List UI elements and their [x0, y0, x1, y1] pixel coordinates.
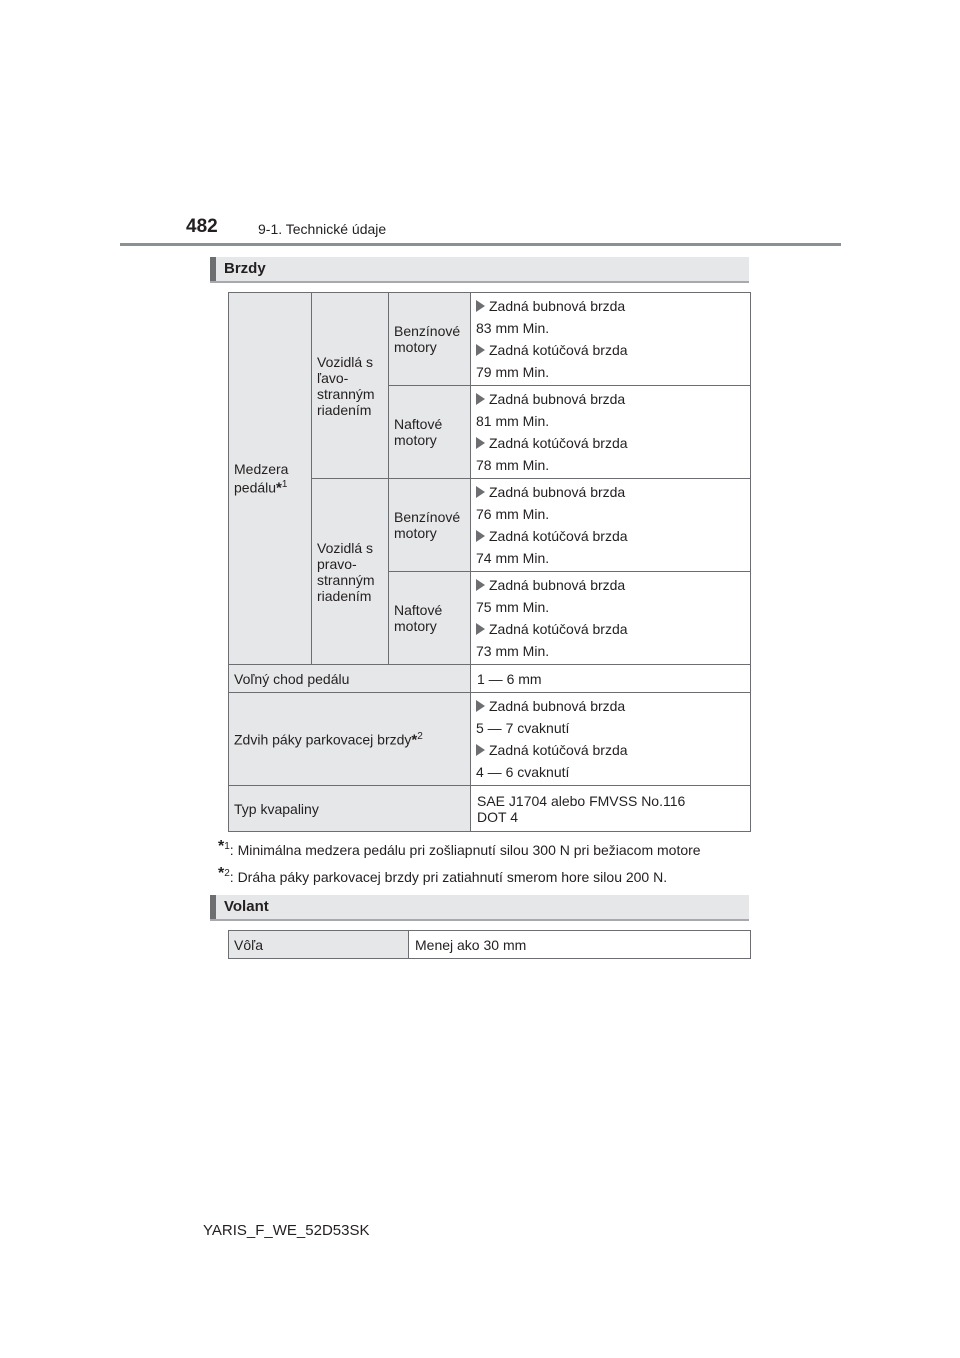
table-row — [229, 786, 751, 832]
triangle-bullet-icon — [476, 744, 485, 756]
fluid-spec-line: SAE J1704 alebo FMVSS No.116 — [477, 792, 686, 809]
footnote-mark: 2 — [224, 868, 230, 879]
fluid-spec-line: DOT 4 — [477, 808, 518, 825]
option-value: 79 mm Min. — [476, 364, 550, 380]
option-item — [476, 342, 745, 358]
option-item — [476, 528, 745, 544]
table-row — [229, 693, 751, 786]
option-item — [476, 391, 745, 407]
option-label: Zadná bubnová brzda — [489, 298, 626, 314]
value-cell — [471, 572, 751, 665]
option-value: 5 — 7 cvaknutí — [476, 720, 570, 736]
triangle-bullet-icon — [476, 623, 485, 635]
option-label: Zadná bubnová brzda — [489, 391, 626, 407]
triangle-bullet-icon — [476, 579, 485, 591]
triangle-bullet-icon — [476, 530, 485, 542]
footnote-2 — [218, 865, 667, 886]
parking-brake-label-cell — [229, 693, 471, 786]
option-item — [476, 298, 745, 314]
option-label: Zadná bubnová brzda — [489, 577, 626, 593]
engine-label: Naftové motory — [389, 386, 471, 479]
option-item — [476, 484, 745, 500]
option-value: 81 mm Min. — [476, 413, 550, 429]
footnote-mark: 1 — [281, 478, 288, 490]
document-code: YARIS_F_WE_52D53SK — [203, 1222, 370, 1239]
option-value: 74 mm Min. — [476, 550, 550, 566]
option-value: 4 — 6 cvaknutí — [476, 764, 570, 780]
section-title-brakes: Brzdy — [224, 260, 266, 277]
footnote-mark: 1 — [224, 841, 230, 852]
header-divider — [120, 243, 841, 246]
option-label: Zadná kotúčová brzda — [489, 528, 628, 544]
free-play-label: Voľný chod pedálu — [229, 665, 471, 693]
option-label: Zadná kotúčová brzda — [489, 742, 628, 758]
footnote-star-icon: * — [276, 479, 282, 497]
triangle-bullet-icon — [476, 344, 485, 356]
parking-brake-label: Zdvih páky parkovacej brzdy — [234, 731, 412, 748]
footnote-star-icon: * — [411, 731, 418, 749]
triangle-bullet-icon — [476, 300, 485, 312]
footnote-star-icon: * — [218, 838, 225, 855]
triangle-bullet-icon — [476, 437, 485, 449]
engine-label: Naftové motory — [389, 572, 471, 665]
option-item — [476, 435, 745, 451]
triangle-bullet-icon — [476, 486, 485, 498]
engine-label: Benzínové motory — [389, 293, 471, 386]
brakes-spec-table — [228, 292, 751, 832]
footnote-text: : Dráha páky parkovacej brzdy pri zatiahnutí smerom hore silou 200 N. — [229, 869, 668, 885]
option-value: 76 mm Min. — [476, 506, 550, 522]
table-row — [229, 665, 751, 693]
value-cell — [471, 293, 751, 386]
value-cell — [471, 386, 751, 479]
option-item — [476, 621, 745, 637]
fluid-type-label: Typ kvapaliny — [229, 786, 471, 832]
value-cell — [471, 479, 751, 572]
option-label: Zadná bubnová brzda — [489, 484, 626, 500]
option-item — [476, 698, 745, 714]
option-value: 78 mm Min. — [476, 457, 550, 473]
section-title-steering: Volant — [224, 898, 269, 915]
pedal-gap-label-cell — [229, 293, 312, 665]
table-row — [229, 293, 751, 386]
footnote-text: : Minimálna medzera pedálu pri zošliapnutí silou 300 N pri bežiacom motore — [229, 842, 701, 858]
page-number: 482 — [186, 216, 218, 237]
table-row — [229, 931, 751, 959]
value-cell — [471, 693, 751, 786]
triangle-bullet-icon — [476, 393, 485, 405]
footnote-mark: 2 — [417, 731, 423, 743]
rhd-group-label: Vozidlá s pravo-stranným riadením — [312, 479, 389, 665]
steering-spec-table — [228, 930, 751, 959]
pedal-gap-label: Medzera pedálu — [234, 460, 289, 496]
section-heading-bar — [210, 257, 216, 281]
engine-label: Benzínové motory — [389, 479, 471, 572]
option-label: Zadná bubnová brzda — [489, 698, 626, 714]
steering-play-value: Menej ako 30 mm — [409, 931, 751, 959]
option-item — [476, 577, 745, 593]
steering-play-label: Vôľa — [229, 931, 409, 959]
option-item — [476, 742, 745, 758]
option-label: Zadná kotúčová brzda — [489, 435, 628, 451]
option-label: Zadná kotúčová brzda — [489, 342, 628, 358]
option-value: 75 mm Min. — [476, 599, 550, 615]
option-value: 73 mm Min. — [476, 643, 550, 659]
fluid-type-value — [471, 786, 751, 832]
triangle-bullet-icon — [476, 700, 485, 712]
free-play-value: 1 — 6 mm — [471, 665, 751, 693]
footnote-star-icon: * — [218, 865, 225, 882]
chapter-title: 9-1. Technické údaje — [258, 221, 387, 237]
section-heading-steering — [210, 895, 749, 921]
section-heading-bar — [210, 895, 216, 919]
section-heading-brakes — [210, 257, 749, 283]
option-label: Zadná kotúčová brzda — [489, 621, 628, 637]
option-value: 83 mm Min. — [476, 320, 550, 336]
footnote-1 — [218, 838, 701, 859]
lhd-group-label: Vozidlá s ľavo-stranným riadením — [312, 293, 389, 479]
